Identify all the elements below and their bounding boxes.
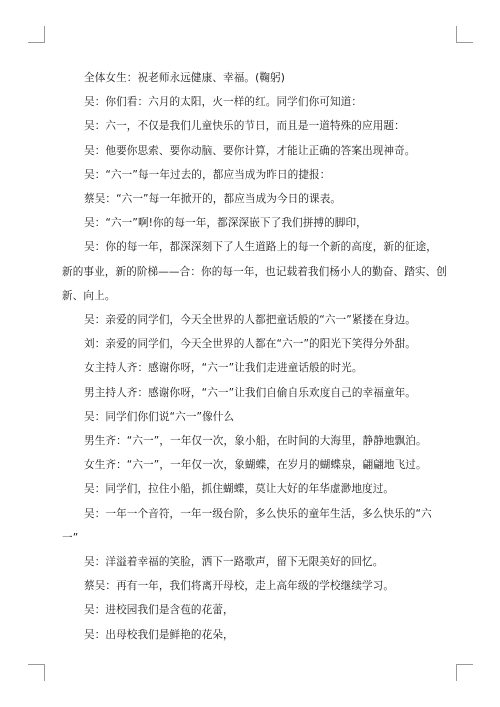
paragraph: 吴：你们看：六月的太阳，火一样的红。同学们你可知道：: [84, 96, 363, 109]
paragraph: 吴：亲爱的同学们，今天全世界的人都把童话般的“六一”紧搂在身边。: [84, 314, 416, 327]
crop-mark-bottom-right: [456, 664, 473, 681]
paragraph: 蔡吴：再有一年，我们将离开母校，走上高年级的学校继续学习。: [84, 580, 395, 593]
crop-mark-bottom-left: [28, 664, 45, 681]
paragraph: 吴：六一，不仅是我们儿童快乐的节日，而且是一道特殊的应用题：: [84, 120, 405, 133]
crop-mark-top-right: [456, 26, 473, 43]
paragraph: 吴：“六一”啊!你的每一年，都深深嵌下了我们拼搏的脚印，: [84, 217, 367, 230]
paragraph: 男生齐：“六一”，一年仅一次，象小船，在时间的大海里，静静地飘泊。: [84, 435, 427, 448]
paragraph: 吴：一年一个音符，一年一级台阶，多么快乐的童年生活，多么快乐的“六一”: [62, 507, 432, 544]
paragraph: 吴：他要你思索、要你动脑、要你计算，才能让正确的答案出现神奇。: [84, 144, 416, 157]
paragraph: 刘：亲爱的同学们，今天全世界的人都在“六一”的阳光下笑得分外甜。: [84, 338, 416, 351]
paragraph: 吴：“六一”每一年过去的，都应当成为昨日的捷报：: [84, 168, 331, 181]
paragraph: 吴：同学们你们说“六一”像什么: [84, 410, 235, 423]
document-body: [62, 66, 447, 647]
crop-mark-top-left: [28, 26, 45, 43]
paragraph: 蔡吴：“六一”每一年掀开的，都应当成为今日的课表。: [84, 193, 342, 206]
paragraph: 女生齐：“六一”，一年仅一次，象蝴蝶，在岁月的蝴蝶泉，翩翩地飞过。: [84, 459, 427, 472]
paragraph: 吴：洋溢着幸福的笑脸，洒下一路歌声，留下无限美好的回忆。: [84, 556, 384, 569]
paragraph: 全体女生：祝老师永远健康、幸福。(鞠躬): [84, 72, 285, 84]
paragraph: 男主持人齐：感谢你呀，“六一”让我们自偷自乐欢度自己的幸福童年。: [84, 386, 416, 399]
paragraph: 吴：同学们，拉住小船，抓住蝴蝶，莫让大好的年华虚渺地度过。: [84, 483, 395, 496]
paragraph: 吴：进校园我们是含苞的花蕾，: [84, 604, 234, 617]
paragraph: 女主持人齐：感谢你呀，“六一”让我们走进童话般的时光。: [84, 362, 363, 375]
paragraph: 吴：出母校我们是鲜艳的花朵，: [84, 628, 234, 641]
paragraph: 吴：你的每一年，都深深刻下了人生道路上的每一个新的高度，新的征途，新的事业，新的阶梯——合：你的每一年，也记载着我们杨小人的勤奋、踏实、创新、向上。: [62, 241, 447, 302]
